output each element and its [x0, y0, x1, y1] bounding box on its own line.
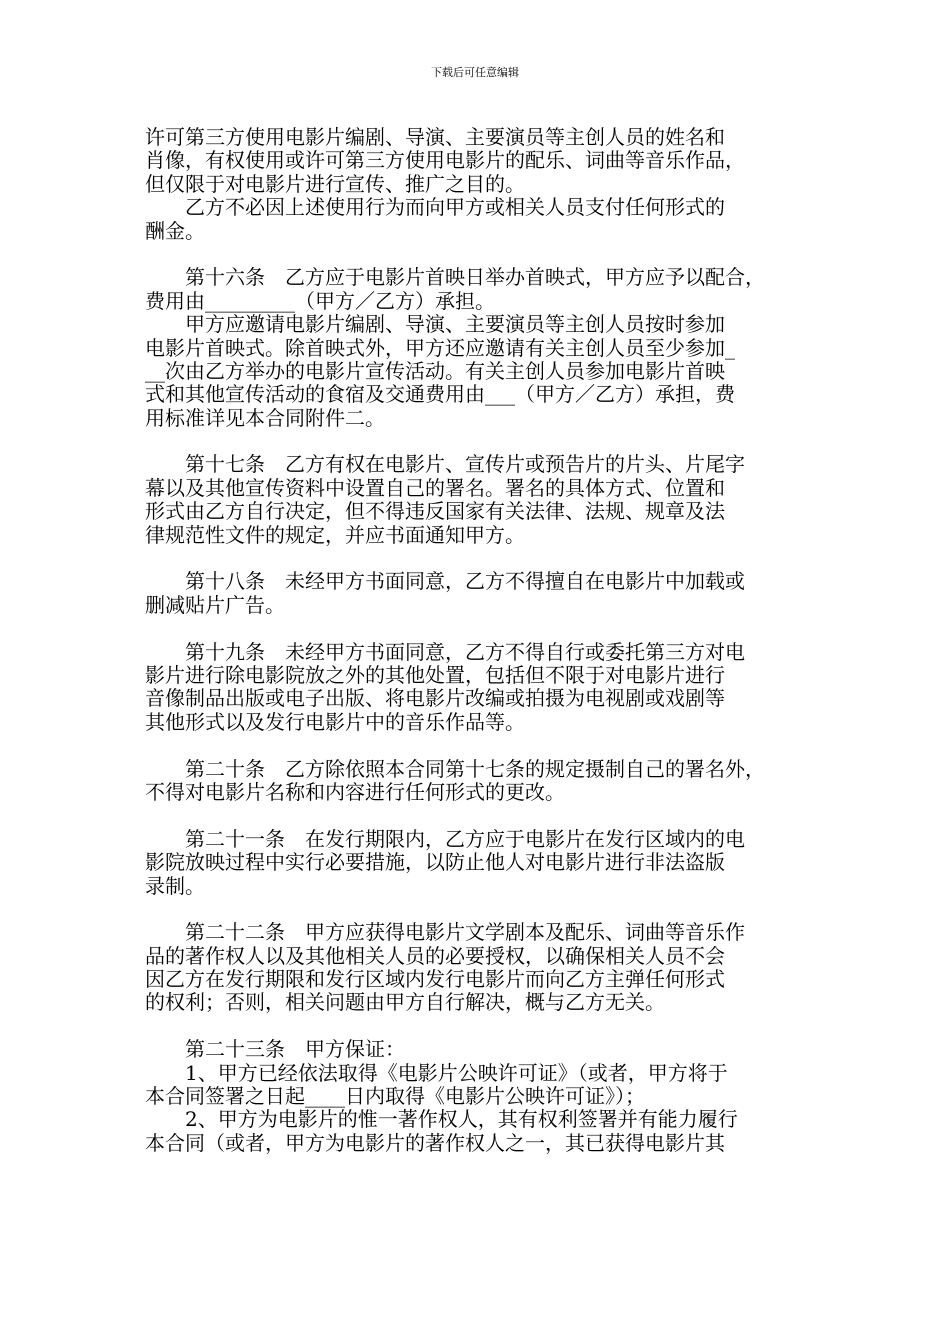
- text-line: 本合同签署之日起____日内取得《电影片公映许可证》）；: [145, 1084, 645, 1109]
- text-line: 乙方不必因上述使用行为而向甲方或相关人员支付任何形式的: [145, 195, 725, 220]
- text-line: 删减贴片广告。: [145, 592, 285, 617]
- paragraph-gap: [145, 547, 810, 570]
- text-line: 第二十一条 在发行期限内，乙方应于电影片在发行区域内的电: [145, 826, 745, 851]
- document-body: [145, 126, 810, 1155]
- paragraph-gap: [145, 617, 810, 640]
- text-line: 幕以及其他宣传资料中设置自己的署名。署名的具体方式、位置和: [145, 475, 725, 500]
- text-line: __次由乙方举办的电影片宣传活动。有关主创人员参加电影片首映: [145, 358, 725, 383]
- text-line: 电影片首映式。除首映式外，甲方还应邀请有关主创人员至少参加_: [145, 335, 735, 360]
- text-line: 形式由乙方自行决定，但不得违反国家有关法律、法规、规章及法: [145, 499, 725, 524]
- page-header: 下载后可任意编辑: [431, 66, 519, 79]
- paragraph-gap: [145, 1015, 810, 1038]
- text-line: 许可第三方使用电影片编剧、导演、主要演员等主创人员的姓名和: [145, 125, 725, 149]
- text-line: 其他形式以及发行电影片中的音乐作品等。: [145, 709, 525, 734]
- text-line: 的权利；否则，相关问题由甲方自行解决，概与乙方无关。: [145, 990, 665, 1015]
- text-line: 第二十二条 甲方应获得电影片文学剧本及配乐、词曲等音乐作: [145, 920, 745, 945]
- text-line: 酬金。: [145, 218, 205, 243]
- text-line: 第二十条 乙方除依照本合同第十七条的规定摄制自己的署名外，: [145, 756, 765, 781]
- text-line: 甲方应邀请电影片编剧、导演、主要演员等主创人员按时参加: [145, 312, 725, 337]
- text-line: 肖像，有权使用或许可第三方使用电影片的配乐、词曲等音乐作品，: [145, 148, 745, 173]
- text-line: 第二十三条 甲方保证：: [145, 1037, 405, 1062]
- text-line: 律规范性文件的规定，并应书面通知甲方。: [145, 522, 525, 547]
- paragraph-gap: [145, 430, 810, 453]
- text-line: 用标准详见本合同附件二。: [145, 405, 385, 430]
- paragraph-gap: [145, 898, 810, 921]
- text-line: 第十六条 乙方应于电影片首映日举办首映式，甲方应予以配合，: [145, 265, 765, 290]
- text-line: 录制。: [145, 873, 205, 898]
- text-line: 影片进行除电影院放之外的其他处置，包括但不限于对电影片进行: [145, 662, 725, 687]
- text-line: 不得对电影片名称和内容进行任何形式的更改。: [145, 779, 565, 804]
- text-line: 2、甲方为电影片的惟一著作权人，其有权利签署并有能力履行: [145, 1107, 738, 1132]
- paragraph-gap: [145, 734, 810, 757]
- text-line: 品的著作权人以及其他相关人员的必要授权，以确保相关人员不会: [145, 943, 725, 968]
- text-line: 式和其他宣传活动的食宿及交通费用由___（甲方／乙方）承担，费: [145, 382, 735, 407]
- text-line: 第十九条 未经甲方书面同意，乙方不得自行或委托第三方对电: [145, 639, 745, 664]
- text-line: 影院放映过程中实行必要措施，以防止他人对电影片进行非法盗版: [145, 850, 725, 875]
- paragraph-gap: [145, 804, 810, 827]
- text-line: 音像制品出版或电子出版、将电影片改编或拍摄为电视剧或戏剧等: [145, 686, 725, 711]
- text-line: 本合同（或者，甲方为电影片的著作权人之一，其已获得电影片其: [145, 1130, 725, 1155]
- text-line: 费用由_________（甲方／乙方）承担。: [145, 288, 495, 313]
- text-line: 第十七条 乙方有权在电影片、宣传片或预告片的片头、片尾字: [145, 452, 745, 477]
- text-line: 第十八条 未经甲方书面同意，乙方不得擅自在电影片中加载或: [145, 569, 745, 594]
- text-line: 1、甲方已经依法取得《电影片公映许可证》（或者，甲方将于: [145, 1060, 728, 1085]
- paragraph-gap: [145, 243, 810, 266]
- text-line: 因乙方在发行期限和发行区域内发行电影片而向乙方主弹任何形式: [145, 967, 725, 992]
- text-line: 但仅限于对电影片进行宣传、推广之目的。: [145, 171, 525, 196]
